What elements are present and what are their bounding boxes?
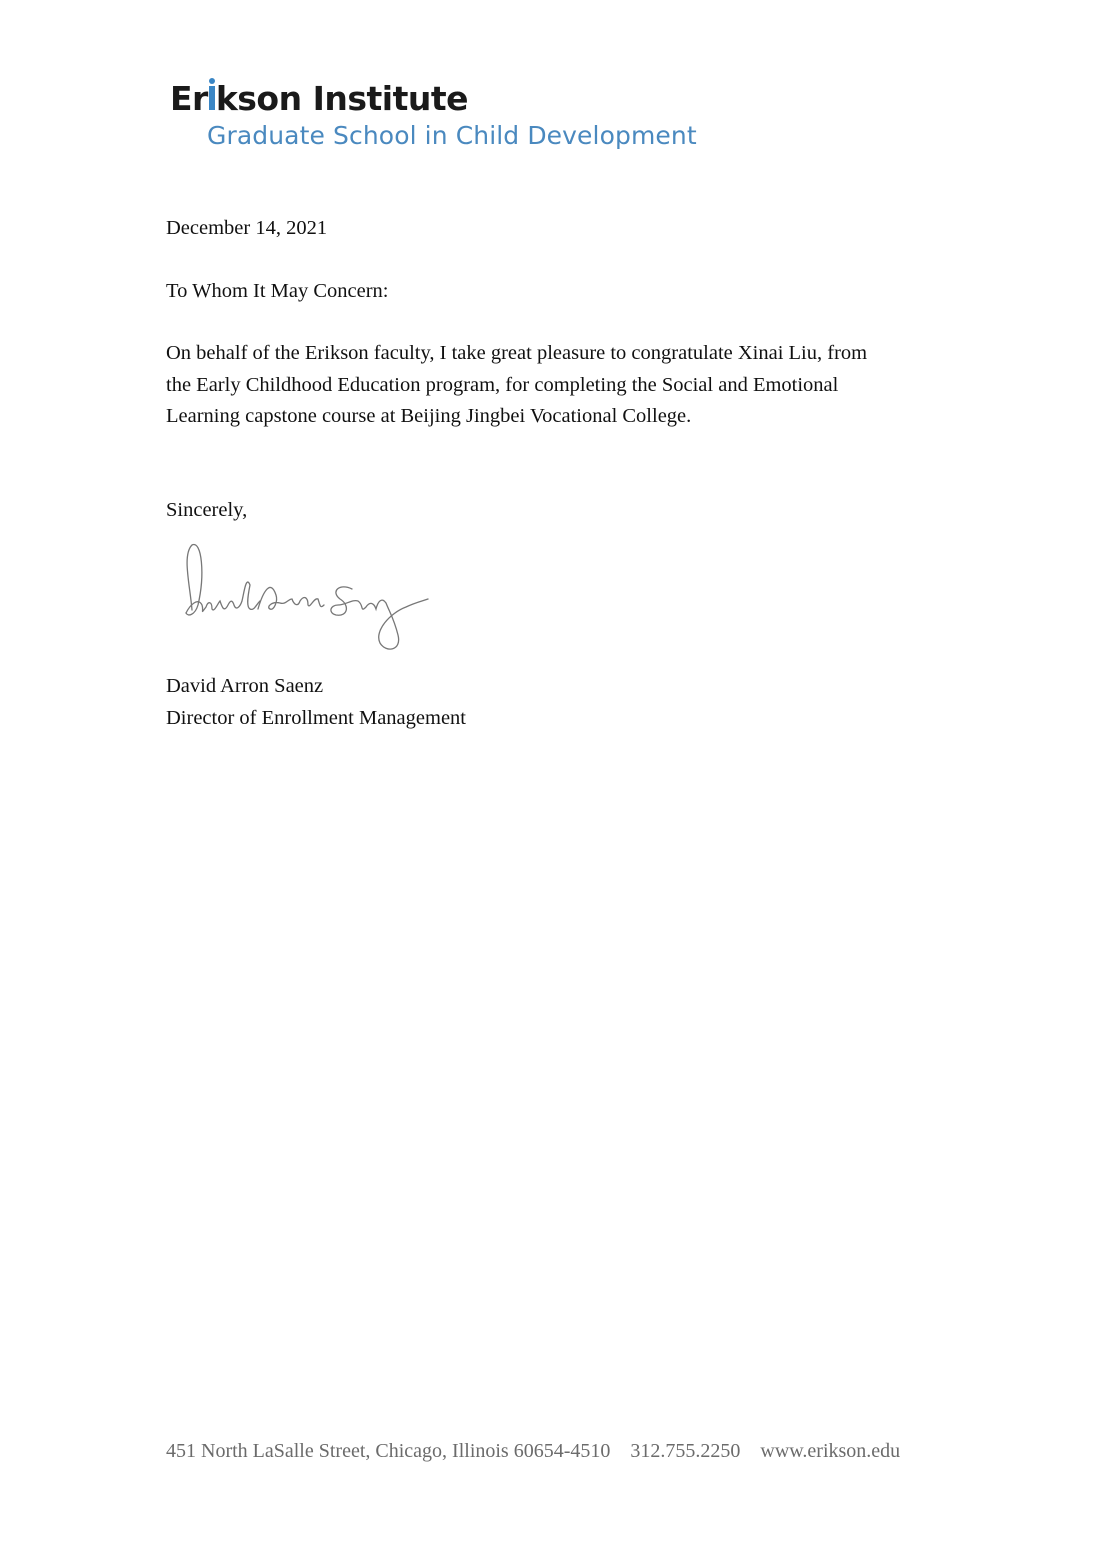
body-line: Learning capstone course at Beijing Jingbei Vocational College. [166, 405, 692, 427]
signer-title: Director of Enrollment Management [166, 706, 466, 729]
footer-phone: 312.755.2250 [630, 1440, 741, 1462]
body-line: the Early Childhood Education program, for completing the Social and Emotional [166, 373, 839, 396]
footer-website[interactable]: www.erikson.edu [760, 1440, 901, 1462]
logo-i-mark [208, 82, 216, 115]
letterhead-logo [170, 79, 697, 150]
body-line: On behalf of the Erikson faculty, I take great pleasure to congratulate Xinai Liu, from [166, 342, 868, 364]
logo-bar-icon [209, 86, 215, 110]
logo-dot-icon [209, 78, 215, 84]
institution-name [170, 79, 697, 118]
name-suffix: son Institute [237, 79, 469, 118]
name-prefix: Er [170, 79, 208, 118]
letter-salutation: To Whom It May Concern: [166, 280, 389, 302]
letter-closing: Sincerely, [166, 499, 248, 521]
signer-name: David Arron Saenz [166, 675, 324, 697]
signature-icon [180, 535, 430, 655]
name-highlight: k [215, 79, 238, 118]
letter-body [166, 338, 946, 433]
signature-image [180, 535, 430, 660]
institution-subtitle: Graduate School in Child Development [207, 121, 697, 150]
signer-block [166, 671, 466, 734]
letterhead-footer [166, 1440, 920, 1463]
footer-address: 451 North LaSalle Street, Chicago, Illinois 60654-4510 [166, 1440, 611, 1462]
letter-date: December 14, 2021 [166, 217, 328, 239]
